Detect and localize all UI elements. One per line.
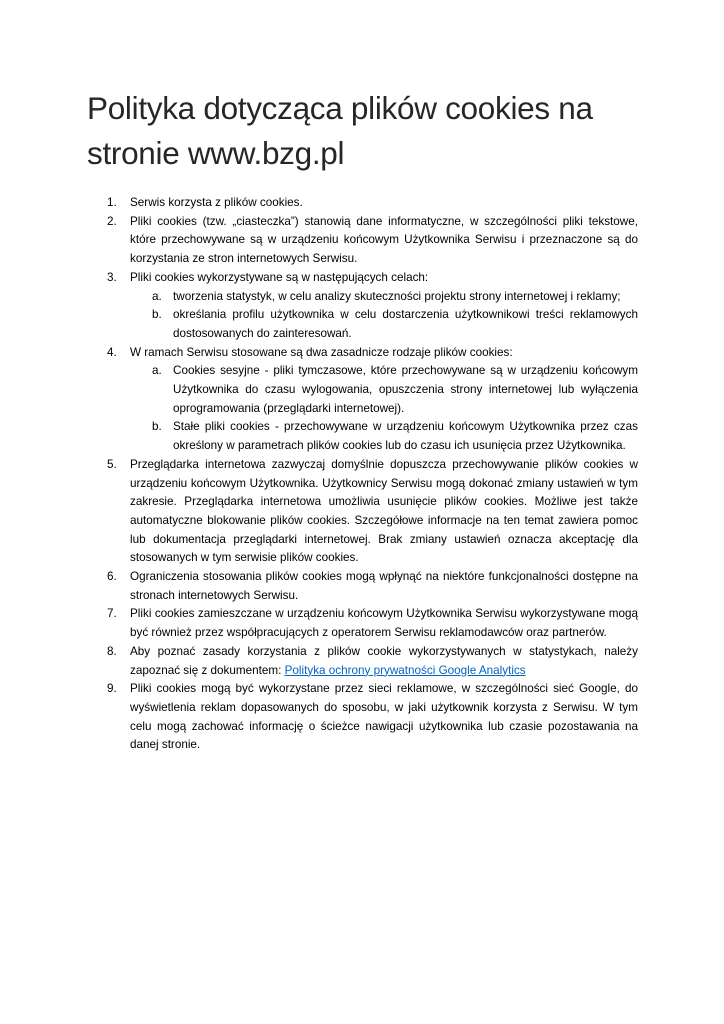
sub-item-text: tworzenia statystyk, w celu analizy skuteczności projektu strony internetowej i reklamy; [173,289,621,303]
item-number: 7. [107,607,117,621]
item-number: 2. [107,214,117,228]
sub-list-item [130,418,638,455]
sub-list-item [130,306,638,343]
sub-item-text: określania profilu użytkownika w celu dostarczenia użytkownikowi treści reklamowych dostosowanych do zainteresowań. [173,308,638,340]
sub-item-letter: b. [152,420,162,434]
sub-list [130,288,638,344]
item-number: 6. [107,570,117,584]
list-item [87,213,638,269]
list-item [87,269,638,344]
page-title: Polityka dotycząca plików cookies na stronie www.bzg.pl [87,90,593,171]
item-text: W ramach Serwisu stosowane są dwa zasadnicze rodzaje plików cookies: [130,345,513,359]
cookie-policy-list [87,194,638,755]
list-item [87,194,638,213]
sub-item-letter: a. [152,289,162,303]
list-item [87,344,638,456]
item-text: Serwis korzysta z plików cookies. [130,196,303,209]
item-number: 1. [107,196,117,209]
list-item [87,643,638,680]
google-analytics-privacy-link[interactable]: Polityka ochrony prywatności Google Analytics [284,663,526,677]
item-number: 8. [107,644,117,658]
sub-item-letter: a. [152,364,162,378]
list-item [87,568,638,605]
item-text: Pliki cookies zamieszczane w urządzeniu końcowym Użytkownika Serwisu wykorzystywane mogą być również przez współpracujących z operatorem Serwisu reklamodawców oraz partnerów. [130,607,638,640]
list-item [87,680,638,755]
item-text: Pliki cookies mogą być wykorzystane przez sieci reklamowe, w szczególności sieć Google, do wyświetlenia reklam dopasowanych do sposobu, w jaki użytkownik korzysta z Serwisu. W tym celu mogą zachować informację o ścieżce nawigacji użytkownika lub czasie pozostawania na danej stronie. [130,682,638,752]
sub-item-text: Cookies sesyjne - pliki tymczasowe, które przechowywane są w urządzeniu końcowym Użytkownika do czasu wylogowania, opuszczenia strony internetowej lub wyłączenia oprogramowania (przeglądarki internetowej). [173,364,638,415]
list-item [87,605,638,642]
item-number: 4. [107,345,117,359]
item-text: Przeglądarka internetowa zazwyczaj domyślnie dopuszcza przechowywanie plików cookies w urządzeniu końcowym Użytkownika. Użytkownicy Serwisu mogą dokonać zmiany ustawień w tym zakresie. Przeglądarka internetowa umożliwia usunięcie plików cookies. Możliwe jest także automatyczne blokowanie plików cookies. Szczegółowe informacje na ten temat zawiera pomoc lub dokumentacja przeglądarki internetowej. Brak zmiany ustawień oznacza akceptację dla stosowanych w tym serwisie plików cookies. [130,457,638,565]
item-number: 9. [107,682,117,696]
item-number: 5. [107,457,117,471]
item-number: 3. [107,270,117,284]
sub-item-text: Stałe pliki cookies - przechowywane w urządzeniu końcowym Użytkownika przez czas określony w parametrach plików cookies lub do czasu ich usunięcia przez Użytkownika. [173,420,638,453]
item-text: Pliki cookies wykorzystywane są w następujących celach: [130,270,429,284]
sub-item-letter: b. [152,308,162,322]
item-text: Ograniczenia stosowania plików cookies mogą wpłynąć na niektóre funkcjonalności dostępne na stronach internetowych Serwisu. [130,570,638,602]
item-text: Pliki cookies (tzw. „ciasteczka”) stanowią dane informatyczne, w szczególności pliki tekstowe, które przechowywane są w urządzeniu końcowym Użytkownika Serwisu i przeznaczone są do korzystania ze stron internetowych Serwisu. [130,214,638,266]
sub-list [130,362,638,456]
sub-list-item [130,288,638,307]
item-text: Aby poznać zasady korzystania z plików cookie wykorzystywanych w statystykach, należy zapoznać się z dokumentem: [130,644,638,677]
sub-list-item [130,362,638,418]
list-item [87,456,638,568]
